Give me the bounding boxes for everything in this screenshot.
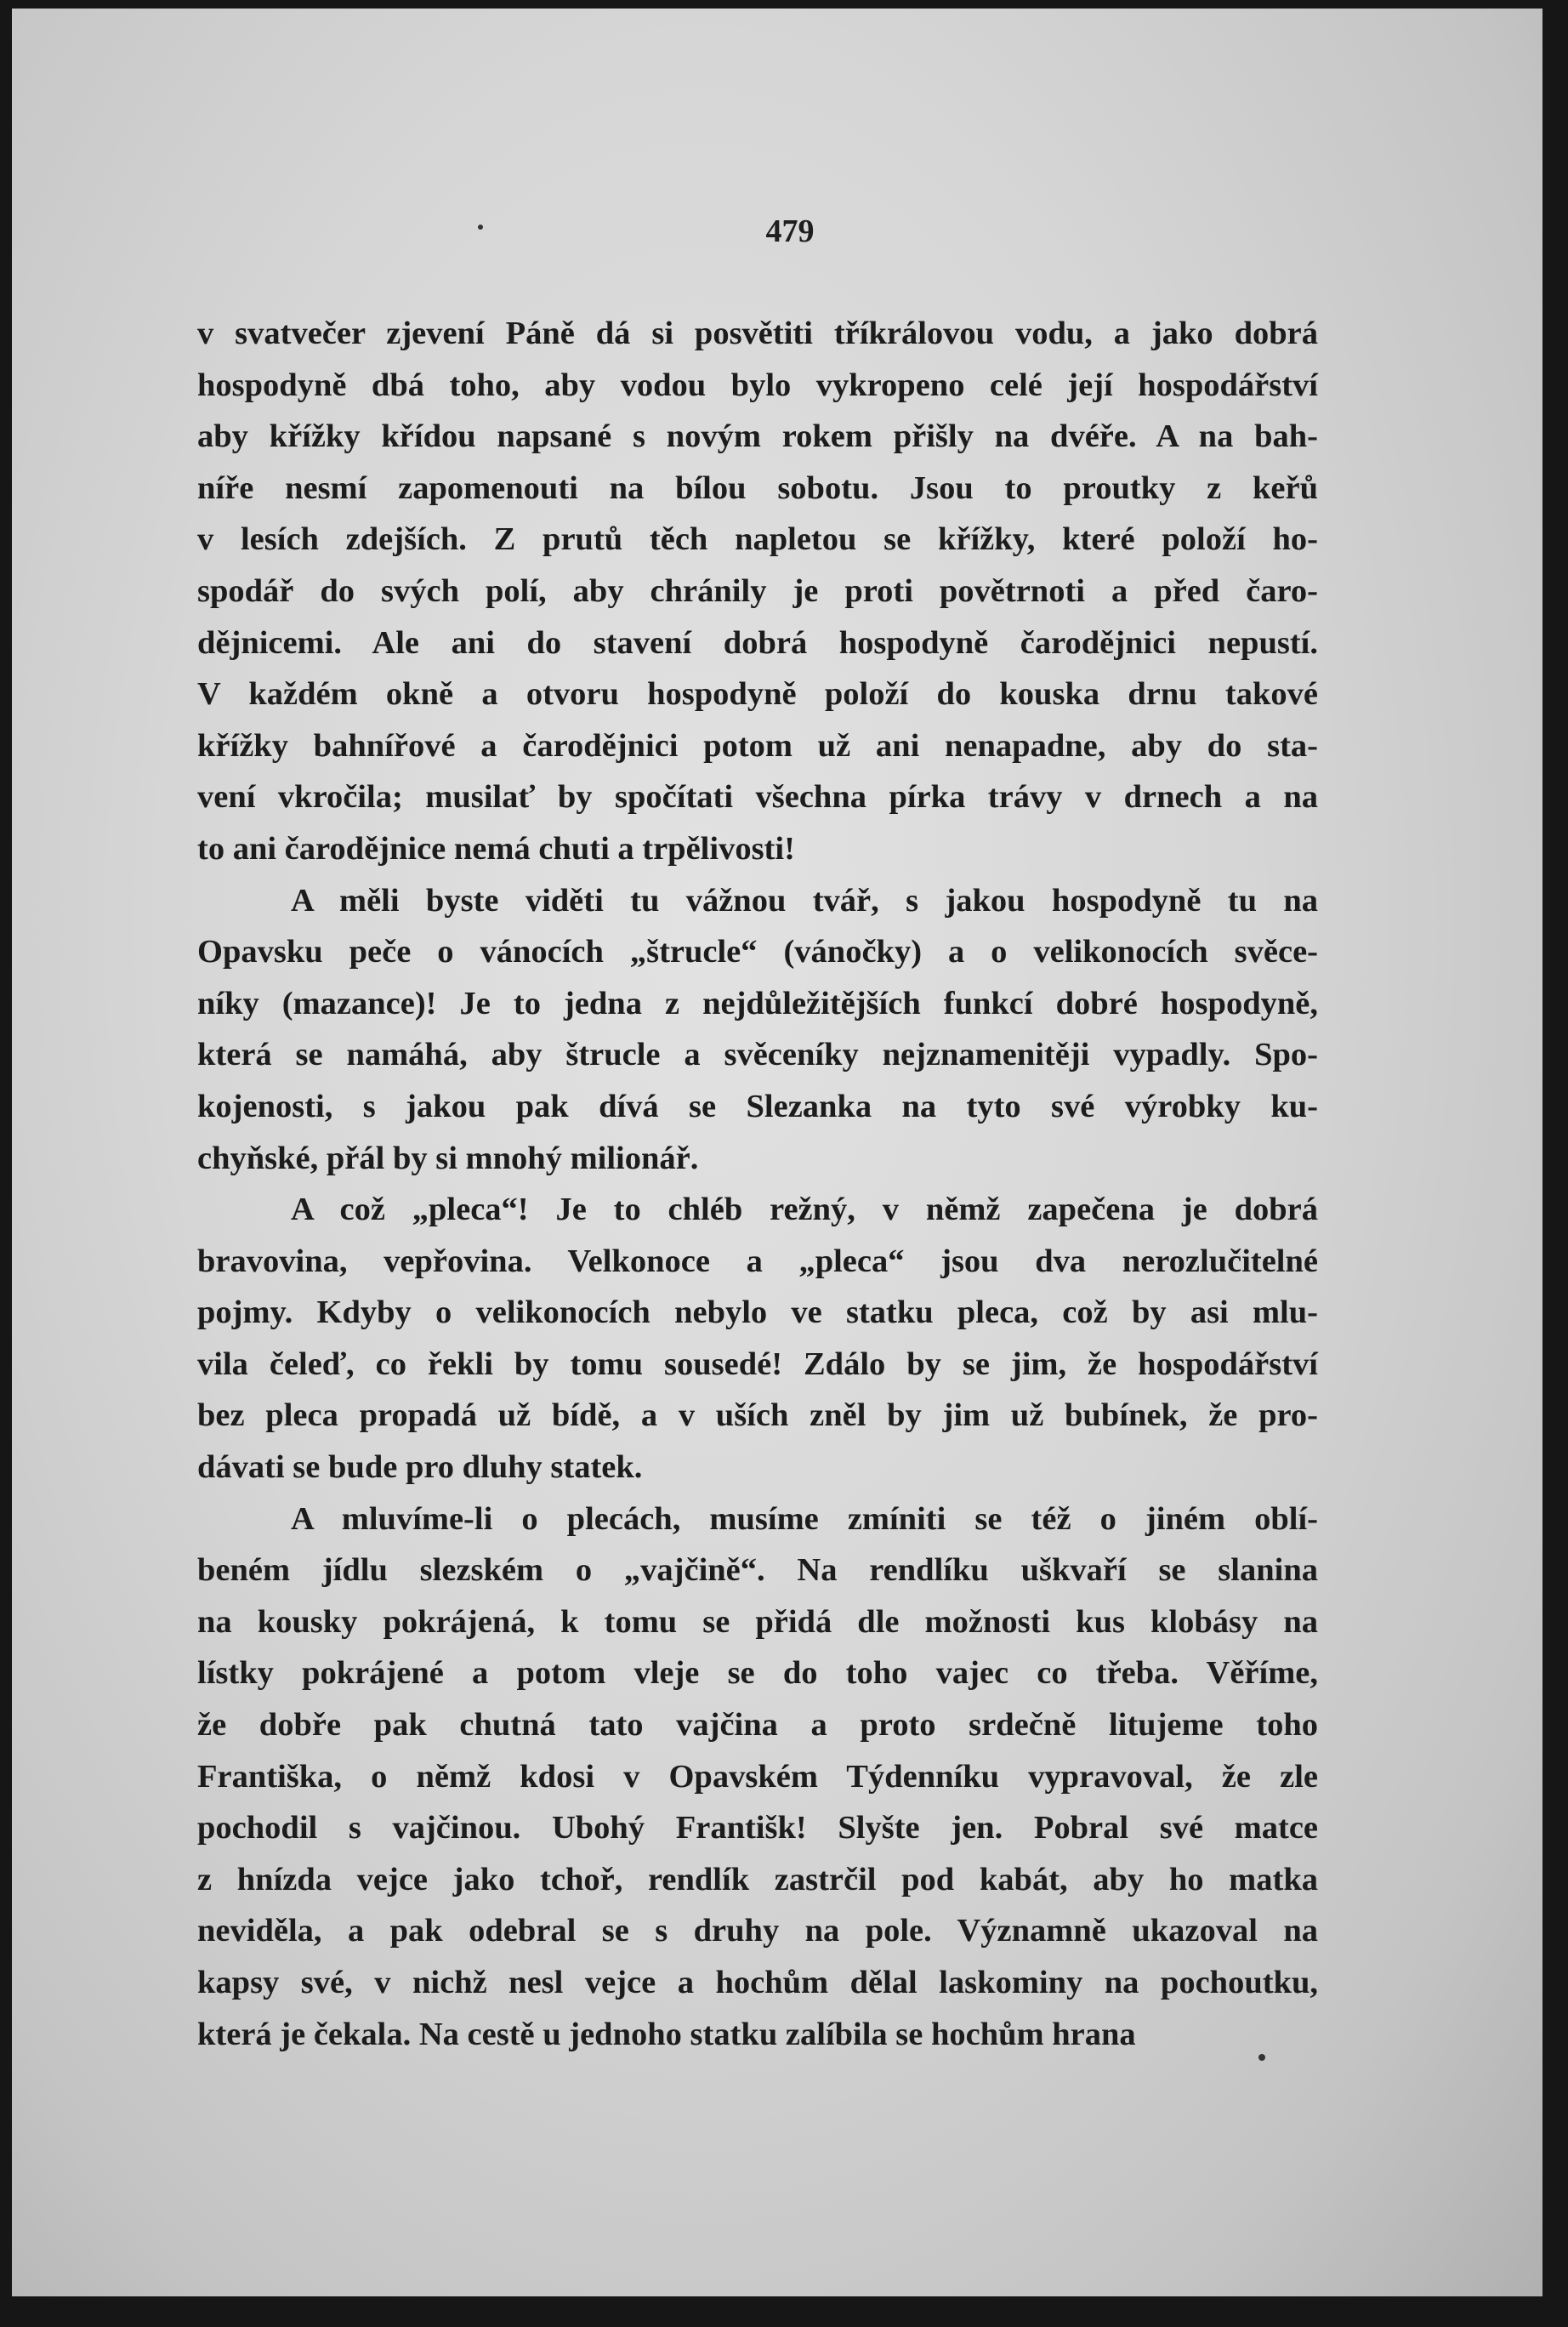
body-text (197, 308, 1318, 2060)
print-speck (1258, 2054, 1265, 2061)
paragraph (197, 1493, 1318, 2061)
text-line: hospodyně dbá toho, aby vodou bylo vykropeno celé její hospodářství (197, 367, 1318, 403)
text-line: z hnízda vejce jako tchoř, rendlík zastrčil pod kabát, aby ho matka (197, 1861, 1318, 1897)
book-page (12, 9, 1542, 2296)
text-line: bez pleca propadá už bídě, a v uších zněl by jim už bubínek, že pro- (197, 1397, 1318, 1434)
paragraph (197, 875, 1318, 1185)
text-line: v lesích zdejších. Z prutů těch napletou se křížky, které položí ho- (197, 521, 1318, 558)
text-line: kojenosti, s jakou pak dívá se Slezanka na tyto své výrobky ku- (197, 1088, 1318, 1124)
text-line: Opavsku peče o vánocích „štrucle“ (vánočky) a o velikonocích svěce- (197, 934, 1318, 970)
text-line: lístky pokrájené a potom vleje se do toho vajec co třeba. Věříme, (197, 1655, 1318, 1692)
print-speck (478, 225, 483, 230)
text-line: pochodil s vajčinou. Ubohý Františk! Slyšte jen. Pobral své matce (197, 1810, 1318, 1846)
text-line: vení vkročila; musilať by spočítati všechna pírka trávy v drnech a na (197, 779, 1318, 816)
text-line: dějnicemi. Ale ani do stavení dobrá hospodyně čarodějnici nepustí. (197, 624, 1318, 661)
text-line: beném jídlu slezském o „vajčině“. Na rendlíku uškvaří se slanina (197, 1552, 1318, 1589)
text-line: křížky bahnířové a čarodějnici potom už ani nenapadne, aby do sta- (197, 727, 1318, 764)
text-line: aby křížky křídou napsané s novým rokem přišly na dvéře. A na bah- (197, 418, 1318, 455)
text-line: dávati se bude pro dluhy statek. (197, 1449, 643, 1486)
paragraph (197, 1184, 1318, 1493)
page-number: 479 (765, 213, 815, 249)
text-line: A mluvíme-li o plecách, musíme zmíniti se též o jiném oblí- (291, 1500, 1318, 1537)
text-line: níky (mazance)! Je to jedna z nejdůležitějších funkcí dobré hospodyně, (197, 985, 1318, 1021)
text-line: A měli byste viděti tu vážnou tvář, s jakou hospodyně tu na (291, 882, 1318, 919)
text-line: která je čekala. Na cestě u jednoho statku zalíbila se hochům hrana (197, 2016, 1136, 2052)
text-line: Františka, o němž kdosi v Opavském Týdenníku vypravoval, že zle (197, 1758, 1318, 1795)
text-line: v svatvečer zjevení Páně dá si posvětiti tříkrálovou vodu, a jako dobrá (197, 316, 1318, 351)
text-line: V každém okně a otvoru hospodyně položí do kouska drnu takové (197, 676, 1318, 713)
text-line: spodář do svých polí, aby chránily je proti povětrnoti a před čaro- (197, 572, 1318, 609)
text-line: pojmy. Kdyby o velikonocích nebylo ve statku pleca, což by asi mlu- (197, 1294, 1318, 1331)
text-line: bravovina, vepřovina. Velkonoce a „pleca“ jsou dva nerozlučitelné (197, 1243, 1318, 1279)
text-line: vila čeleď, co řekli by tomu sousedé! Zdálo by se jim, že hospodářství (197, 1346, 1318, 1382)
text-line: A což „pleca“! Je to chléb režný, v němž zapečena je dobrá (291, 1192, 1318, 1228)
text-line: že dobře pak chutná tato vajčina a proto srdečně litujeme toho (197, 1707, 1318, 1744)
text-line: níře nesmí zapomenouti na bílou sobotu. Jsou to proutky z keřů (197, 469, 1318, 506)
text-line: neviděla, a pak odebral se s druhy na pole. Významně ukazoval na (197, 1913, 1318, 1949)
text-line: na kousky pokrájená, k tomu se přidá dle možnosti kus klobásy na (197, 1603, 1318, 1640)
text-line: která se namáhá, aby štrucle a svěceníky nejznamenitěji vypadly. Spo- (197, 1037, 1318, 1073)
paragraph (197, 308, 1318, 875)
text-line: to ani čarodějnice nemá chuti a trpělivosti! (197, 830, 795, 867)
text-line: kapsy své, v nichž nesl vejce a hochům dělal laskominy na pochoutku, (197, 1965, 1318, 2000)
text-line: chyňské, přál by si mnohý milionář. (197, 1140, 699, 1176)
